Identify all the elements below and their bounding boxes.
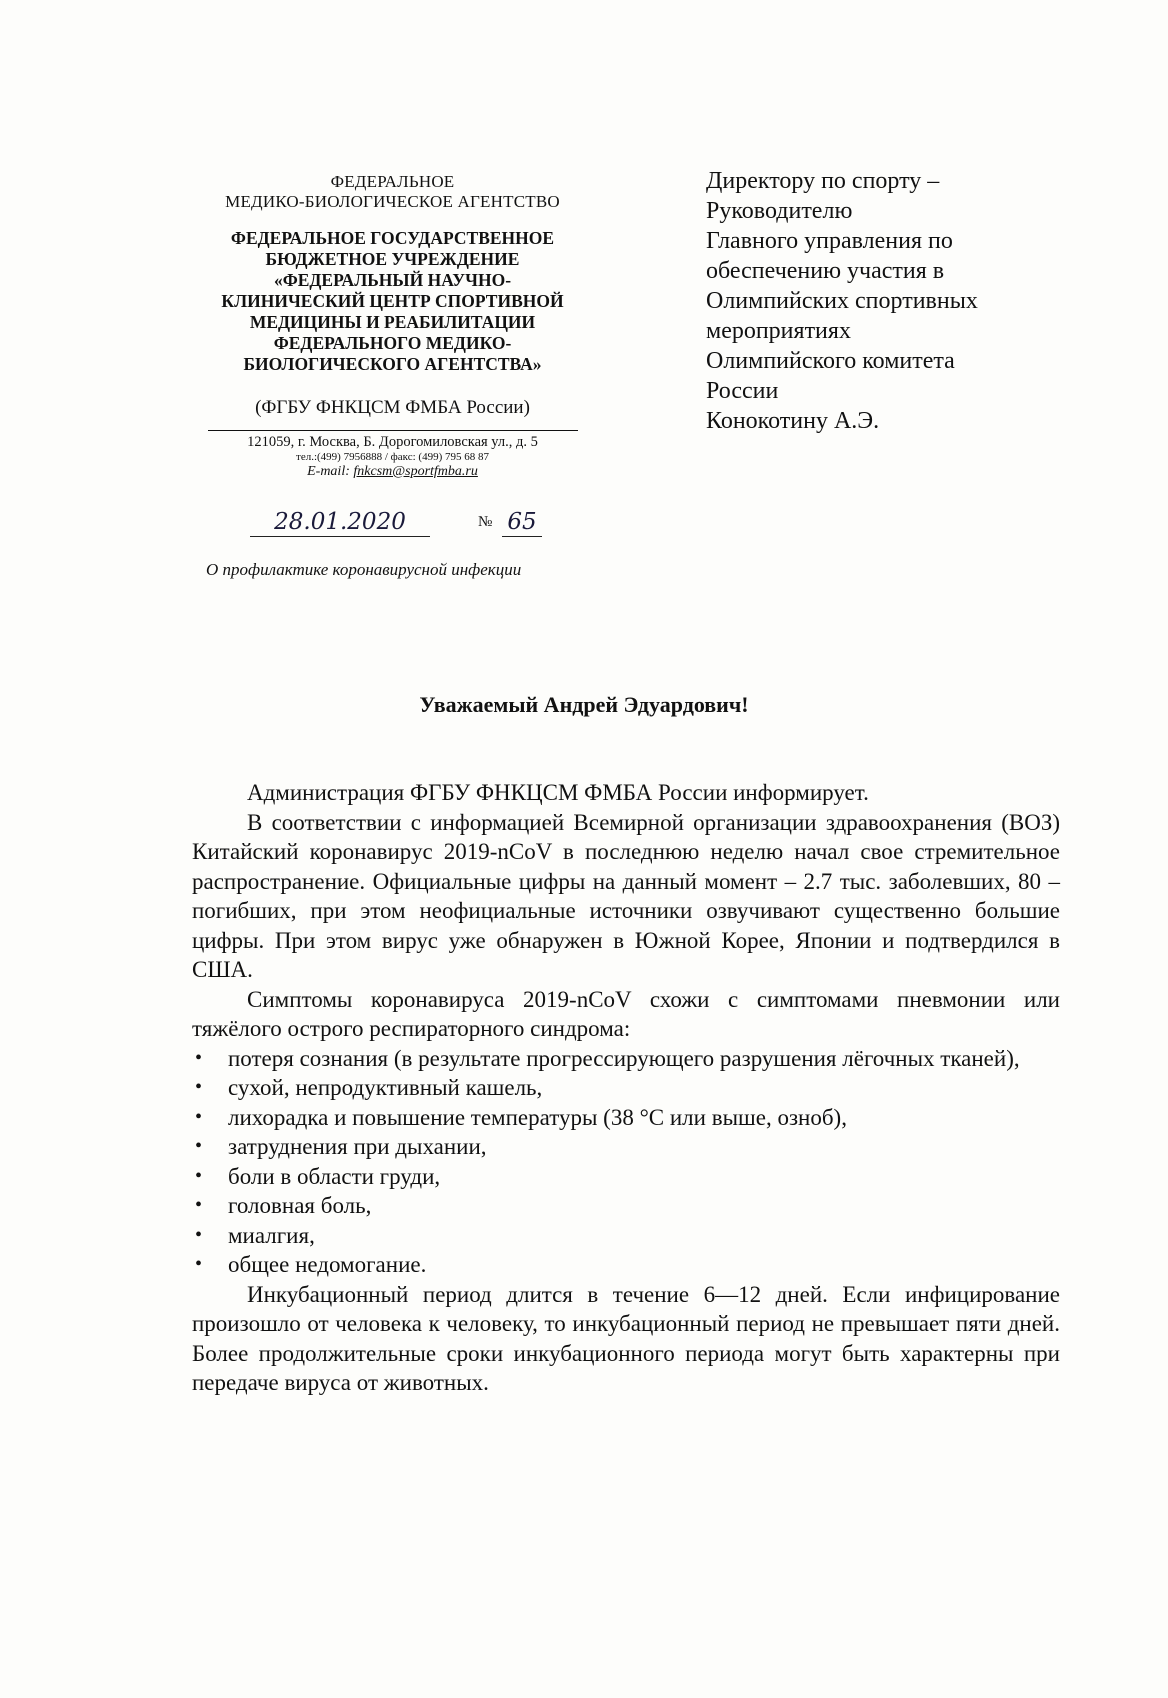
- list-item: [192, 1250, 1060, 1280]
- body-paragraph: В соответствии с информацией Всемирной организации здравоохранения (ВОЗ) Китайский коронавирус 2019-nCoV в последнюю неделю начал свое стремительное распространение. Официальные цифры на данный момент – 2.7 тыс. заболевших, 80 – погибших, при этом неофициальные источники озвучивают существенно большие цифры. При этом вирус уже обнаружен в Южной Корее, Японии и подтвердился в США.: [192, 809, 1060, 982]
- agency-line-2: МЕДИКО-БИОЛОГИЧЕСКОЕ АГЕНТСТВО: [225, 192, 560, 212]
- org-line: КЛИНИЧЕСКИЙ ЦЕНТР СПОРТИВНОЙ: [221, 291, 564, 312]
- addressee-block: [706, 166, 1066, 436]
- bullet-icon: •: [195, 1105, 203, 1128]
- addressee-line: Директору по спорту –: [706, 168, 940, 194]
- symptoms-list: [192, 1044, 1060, 1280]
- registration-number-label: №: [478, 514, 493, 530]
- organization-name: [200, 228, 585, 375]
- addressee-line: Олимпийского комитета: [706, 348, 955, 374]
- list-item: [192, 1073, 1060, 1103]
- phone-fax: тел.:(499) 7956888 / факс: (499) 795 68 87: [296, 450, 489, 463]
- registration-date: 28.01.2020: [250, 508, 430, 537]
- registration-line: [250, 508, 550, 538]
- letterhead: [200, 172, 585, 480]
- symptom-text: сухой, непродуктивный кашель,: [228, 1075, 543, 1100]
- list-item: [192, 1162, 1060, 1192]
- symptom-text: затруднения при дыхании,: [228, 1134, 487, 1159]
- symptom-text: потеря сознания (в результате прогрессирующего разрушения лёгочных тканей),: [228, 1045, 1020, 1071]
- bullet-icon: •: [195, 1253, 203, 1275]
- email-label: E-mail:: [307, 463, 350, 479]
- org-line: «ФЕДЕРАЛЬНЫЙ НАУЧНО-: [273, 270, 512, 291]
- org-line: БЮДЖЕТНОЕ УЧРЕЖДЕНИЕ: [265, 249, 520, 270]
- org-line: ФЕДЕРАЛЬНОЕ ГОСУДАРСТВЕННОЕ: [230, 228, 555, 249]
- bullet-icon: •: [195, 1076, 203, 1098]
- symptom-text: головная боль,: [228, 1193, 372, 1218]
- body-paragraph: Администрация ФГБУ ФНКЦСМ ФМБА России информирует.: [247, 780, 869, 805]
- bullet-icon: •: [195, 1194, 203, 1216]
- postal-address: 121059, г. Москва, Б. Дорогомиловская ул., д. 5: [247, 433, 538, 450]
- body-paragraph: Инкубационный период длится в течение 6—12 дней. Если инфицирование произошло от человека к человеку, то инкубационный период не превышает пяти дней. Более продолжительные сроки инкубационного периода могут быть характерны при передаче вируса от животных.: [192, 1281, 1060, 1395]
- bullet-icon: •: [195, 1164, 203, 1187]
- bullet-icon: •: [195, 1223, 203, 1246]
- registration-number: 65: [502, 508, 542, 537]
- symptom-text: миалгия,: [228, 1222, 315, 1248]
- addressee-line: мероприятиях: [706, 318, 851, 344]
- email-line: [200, 464, 585, 481]
- bullet-icon: •: [195, 1135, 203, 1157]
- agency-name: [200, 172, 585, 212]
- addressee-line: Руководителю: [706, 198, 853, 224]
- org-line: МЕДИЦИНЫ И РЕАБИЛИТАЦИИ: [249, 312, 536, 333]
- list-item: [192, 1044, 1060, 1074]
- email-address: fnkcsm@sportfmba.ru: [353, 463, 478, 479]
- letter-subject: О профилактике коронавирусной инфекции: [206, 560, 522, 579]
- agency-line-1: ФЕДЕРАЛЬНОЕ: [330, 172, 455, 191]
- addressee-line: Конокотину А.Э.: [706, 408, 880, 434]
- list-item: [192, 1103, 1060, 1133]
- org-line: БИОЛОГИЧЕСКОГО АГЕНТСТВА»: [243, 354, 542, 375]
- salutation: Уважаемый Андрей Эдуардович!: [419, 692, 749, 717]
- addressee-line: России: [706, 378, 779, 404]
- symptom-text: общее недомогание.: [228, 1252, 427, 1277]
- bullet-icon: •: [195, 1046, 203, 1069]
- org-short-name: (ФГБУ ФНКЦСМ ФМБА России): [255, 397, 530, 419]
- list-item: [192, 1132, 1060, 1162]
- body-paragraph: Симптомы коронавируса 2019-nCoV схожи с симптомами пневмонии или тяжёлого острого респираторного синдрома:: [192, 986, 1060, 1041]
- list-item: [192, 1191, 1060, 1221]
- addressee-line: обеспечению участия в: [706, 258, 945, 284]
- addressee-line: Олимпийских спортивных: [706, 288, 978, 314]
- list-item: [192, 1221, 1060, 1251]
- org-line: ФЕДЕРАЛЬНОГО МЕДИКО-: [273, 333, 512, 354]
- letter-body: [192, 778, 1060, 1398]
- addressee-line: Главного управления по: [706, 228, 953, 254]
- divider: [208, 430, 578, 431]
- symptom-text: лихорадка и повышение температуры (38 °C или выше, озноб),: [228, 1104, 847, 1130]
- symptom-text: боли в области груди,: [228, 1163, 441, 1189]
